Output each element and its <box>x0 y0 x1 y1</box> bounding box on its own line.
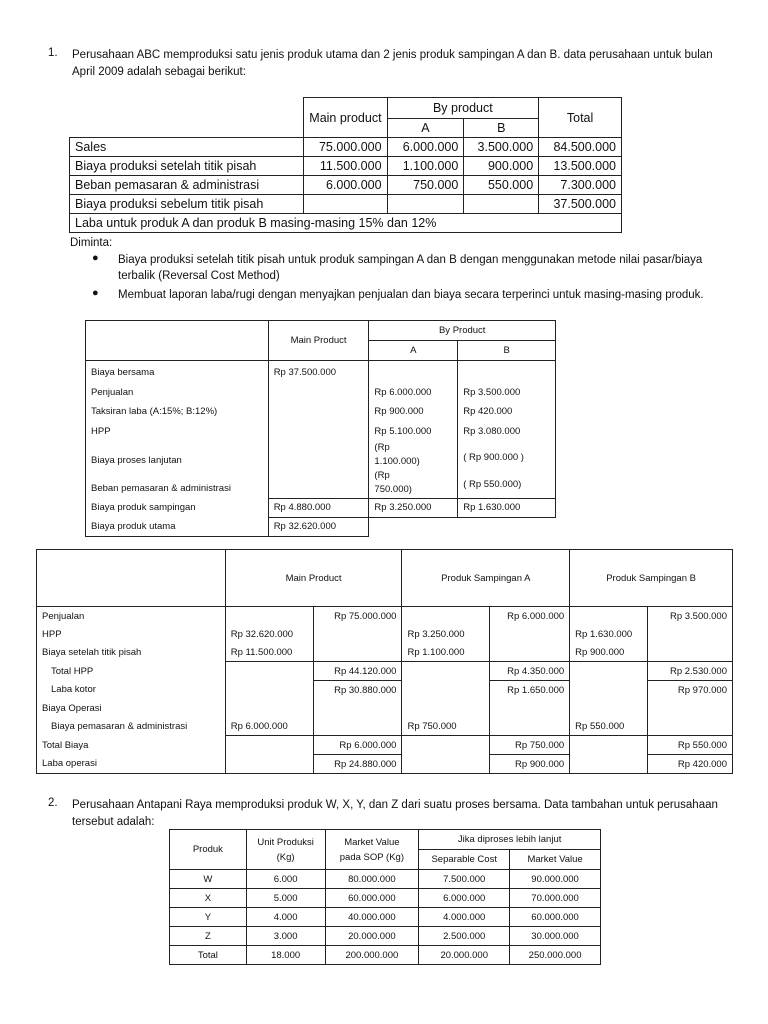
cell: 70.000.000 <box>510 889 601 908</box>
row-label: Biaya Operasi <box>37 699 226 717</box>
row-label: Laba kotor <box>37 681 226 700</box>
cell: Rp 5.100.000 <box>374 425 432 437</box>
row-label: Biaya produksi setelah titik pisah <box>70 157 304 176</box>
cell: 90.000.000 <box>510 870 601 889</box>
table-row <box>37 755 733 774</box>
cell: 40.000.000 <box>325 908 419 927</box>
bullet-icon: ● <box>92 252 99 264</box>
cell: Rp 4.350.000 <box>490 662 570 681</box>
table-row <box>86 498 556 517</box>
cell: Rp 4.880.000 <box>268 498 369 517</box>
header-main-product: Main Product <box>225 550 402 607</box>
cell <box>304 195 387 214</box>
row-label: Beban pemasaran & administrasi <box>70 176 304 195</box>
cell <box>570 607 648 626</box>
cell <box>225 681 313 700</box>
cell: Rp 37.500.000 <box>273 367 337 378</box>
cell <box>490 717 570 736</box>
row-label: Total Biaya <box>37 736 226 755</box>
header-by-product: By product <box>387 98 539 119</box>
table-row <box>70 157 622 176</box>
cell: 60.000.000 <box>510 908 601 927</box>
cell: Rp 32.620.000 <box>225 625 313 643</box>
cell: ( Rp 550.000) <box>463 478 522 490</box>
header-a: A <box>369 341 458 361</box>
cell <box>570 699 648 717</box>
cell <box>490 625 570 643</box>
cell <box>648 643 733 662</box>
header-jika-diproses: Jika diproses lebih lanjut <box>419 830 601 850</box>
table-row <box>37 681 733 700</box>
question-number: 1. <box>48 47 58 59</box>
cell: Rp 900.000 <box>374 406 424 417</box>
cell <box>402 699 490 717</box>
cell: Rp 6.000.000 <box>374 386 432 398</box>
cell: 2.500.000 <box>419 927 510 946</box>
cell <box>313 625 402 643</box>
cell <box>570 755 648 774</box>
cell: 6.000.000 <box>304 176 387 195</box>
cell <box>490 699 570 717</box>
cell <box>225 736 313 755</box>
header-b: B <box>464 119 539 138</box>
table-row <box>37 736 733 755</box>
question-text-line: April 2009 adalah sebagai berikut: <box>72 66 246 78</box>
table-row <box>170 946 601 965</box>
cell: 3.000 <box>246 927 325 946</box>
row-label: Biaya pemasaran & administrasi <box>37 717 226 736</box>
cell: 75.000.000 <box>304 138 387 157</box>
cell: (Rp <box>374 470 390 481</box>
cell: 80.000.000 <box>325 870 419 889</box>
table-row <box>37 662 733 681</box>
header-main-product: Main product <box>304 98 387 138</box>
cell: 3.500.000 <box>464 138 539 157</box>
cell: Rp 3.500.000 <box>463 386 521 398</box>
cell <box>225 607 313 626</box>
cell: 750.000) <box>374 484 412 495</box>
header-produk: Produk <box>170 830 247 870</box>
cell <box>225 755 313 774</box>
row-label: HPP <box>91 425 111 437</box>
cell: 1.100.000 <box>387 157 464 176</box>
table-row <box>170 908 601 927</box>
cell: Rp 3.250.000 <box>369 498 458 517</box>
cell <box>648 699 733 717</box>
cell: 60.000.000 <box>325 889 419 908</box>
cell: 20.000.000 <box>419 946 510 965</box>
cell: Rp 3.250.000 <box>402 625 490 643</box>
cell: 250.000.000 <box>510 946 601 965</box>
cell: 1.100.000) <box>374 456 420 467</box>
table-row <box>170 889 601 908</box>
cell <box>313 643 402 662</box>
cell: Rp 420.000 <box>463 406 513 417</box>
cell <box>570 736 648 755</box>
cell: Rp 900.000 <box>570 643 648 662</box>
header-total: Total <box>539 98 622 138</box>
product-data-table <box>69 97 622 233</box>
question-text-line: Perusahaan Antapani Raya memproduksi produk W, X, Y, dan Z dari suatu proses bersama. Data tambahan untuk perusahaan <box>72 799 718 811</box>
row-label: Sales <box>70 138 304 157</box>
cell: 20.000.000 <box>325 927 419 946</box>
cell: Rp 900.000 <box>490 755 570 774</box>
cell: 200.000.000 <box>325 946 419 965</box>
cell <box>648 625 733 643</box>
row-label: Total HPP <box>37 662 226 681</box>
reversal-cost-table <box>85 320 556 537</box>
table-row <box>70 195 622 214</box>
table-row <box>86 517 556 536</box>
cell: Rp 1.650.000 <box>490 681 570 700</box>
header-b: B <box>458 341 556 361</box>
cell <box>387 195 464 214</box>
question-text-line: tersebut adalah: <box>72 816 155 828</box>
cell: Rp 3.500.000 <box>648 607 733 626</box>
row-label: Penjualan <box>91 386 134 398</box>
row-label: HPP <box>37 625 226 643</box>
header-produk-sampingan-b: Produk Sampingan B <box>570 550 733 607</box>
cell: Rp 550.000 <box>648 736 733 755</box>
cell <box>402 681 490 700</box>
cell: Y <box>170 908 247 927</box>
cell: Rp 970.000 <box>648 681 733 700</box>
bullet-text: terbalik (Reversal Cost Method) <box>118 270 280 282</box>
cell: W <box>170 870 247 889</box>
diminta-label: Diminta: <box>70 237 113 249</box>
cell: Rp 750.000 <box>490 736 570 755</box>
cell: Total <box>170 946 247 965</box>
cell <box>225 662 313 681</box>
cell: Rp 550.000 <box>570 717 648 736</box>
cell: X <box>170 889 247 908</box>
cell <box>648 717 733 736</box>
cell: 84.500.000 <box>539 138 622 157</box>
bullet-text: Membuat laporan laba/rugi dengan menyajkan penjualan dan biaya secara terperinci untuk masing-masing produk. <box>118 289 704 301</box>
table-row <box>70 176 622 195</box>
question-text-line: Perusahaan ABC memproduksi satu jenis produk utama dan 2 jenis produk sampingan A dan B. data perusahaan untuk bulan <box>72 49 713 61</box>
cell: Rp 6.000.000 <box>225 717 313 736</box>
cell: Rp 32.620.000 <box>268 517 369 536</box>
cell <box>402 755 490 774</box>
cell: 4.000.000 <box>419 908 510 927</box>
row-label: Biaya produksi sebelum titik pisah <box>70 195 304 214</box>
question-number: 2. <box>48 797 58 809</box>
header-market-value: Market Value <box>510 850 601 870</box>
cell <box>313 699 402 717</box>
cell: 550.000 <box>464 176 539 195</box>
row-label: Laba operasi <box>37 755 226 774</box>
joint-product-table <box>169 829 601 965</box>
row-label: Beban pemasaran & administrasi <box>91 482 231 494</box>
cell: 6.000 <box>246 870 325 889</box>
header-separable-cost: Separable Cost <box>419 850 510 870</box>
table-row <box>70 138 622 157</box>
cell: Rp 750.000 <box>402 717 490 736</box>
cell: Rp 75.000.000 <box>313 607 402 626</box>
cell <box>490 643 570 662</box>
cell: (Rp <box>374 442 390 453</box>
cell: Rp 2.530.000 <box>648 662 733 681</box>
cell: Z <box>170 927 247 946</box>
cell <box>570 662 648 681</box>
cell: Rp 1.630.000 <box>458 498 556 517</box>
cell: Rp 3.080.000 <box>463 425 521 437</box>
table-row <box>170 870 601 889</box>
cell: ( Rp 900.000 ) <box>463 452 524 463</box>
table-footer-note: Laba untuk produk A dan produk B masing-masing 15% dan 12% <box>70 214 622 233</box>
header-a: A <box>387 119 464 138</box>
cell: Rp 24.880.000 <box>313 755 402 774</box>
cell: 6.000.000 <box>419 889 510 908</box>
cell: 7.300.000 <box>539 176 622 195</box>
cell: 4.000 <box>246 908 325 927</box>
row-label: Taksiran laba (A:15%; B:12%) <box>91 406 218 417</box>
row-label: Penjualan <box>37 607 226 626</box>
cell: 13.500.000 <box>539 157 622 176</box>
cell: Rp 6.000.000 <box>313 736 402 755</box>
header-unit-produksi: Unit Produksi (Kg) <box>246 830 325 870</box>
cell: 750.000 <box>387 176 464 195</box>
table-row <box>37 699 733 717</box>
header-main-product: Main Product <box>268 321 369 361</box>
table-row <box>37 717 733 736</box>
bullet-text: Biaya produksi setelah titik pisah untuk produk sampingan A dan B dengan menggunakan metode nilai pasar/biaya <box>118 254 703 266</box>
row-label: Biaya proses lanjutan <box>91 455 182 466</box>
row-label: Biaya setelah titik pisah <box>37 643 226 662</box>
table-row <box>37 625 733 643</box>
row-label: Biaya bersama <box>91 367 155 378</box>
header-by-product: By Product <box>369 321 556 341</box>
cell <box>402 736 490 755</box>
cell <box>464 195 539 214</box>
bullet-icon: ● <box>92 287 99 299</box>
cell <box>225 699 313 717</box>
cell: Rp 44.120.000 <box>313 662 402 681</box>
cell: 7.500.000 <box>419 870 510 889</box>
cell: Rp 420.000 <box>648 755 733 774</box>
row-label: Biaya produk utama <box>86 517 269 536</box>
cell <box>313 717 402 736</box>
cell: Rp 1.100.000 <box>402 643 490 662</box>
cell: Rp 11.500.000 <box>225 643 313 662</box>
cell: Rp 30.880.000 <box>313 681 402 700</box>
table-row <box>37 643 733 662</box>
header-produk-sampingan-a: Produk Sampingan A <box>402 550 570 607</box>
header-market-value-sop: Market Value pada SOP (Kg) <box>325 830 419 870</box>
cell: 900.000 <box>464 157 539 176</box>
cell: 37.500.000 <box>539 195 622 214</box>
table-row <box>170 927 601 946</box>
cell: Rp 1.630.000 <box>570 625 648 643</box>
row-label: Biaya produk sampingan <box>86 498 269 517</box>
cell <box>402 607 490 626</box>
cell: 5.000 <box>246 889 325 908</box>
cell: 30.000.000 <box>510 927 601 946</box>
cell: 6.000.000 <box>387 138 464 157</box>
cell: 11.500.000 <box>304 157 387 176</box>
table-row <box>37 607 733 626</box>
cell: 18.000 <box>246 946 325 965</box>
cell <box>402 662 490 681</box>
cell: Rp 6.000.000 <box>490 607 570 626</box>
cell <box>570 681 648 700</box>
income-statement-table <box>36 549 733 774</box>
